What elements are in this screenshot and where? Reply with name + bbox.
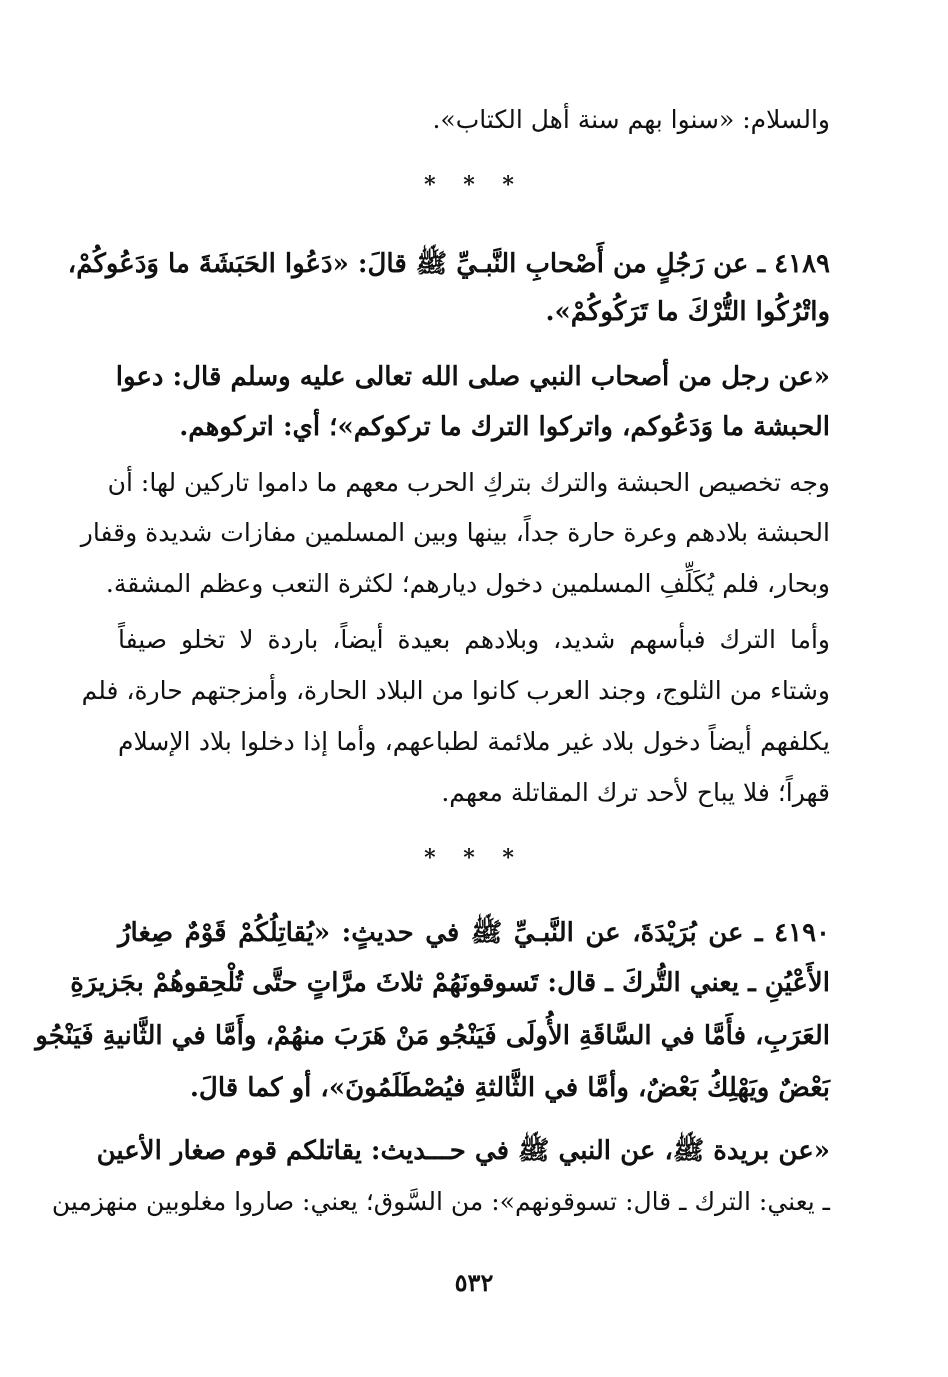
hadith-line: ٤١٩٠ ـ عن بُرَيْدَةَ، عن النَّبـيِّ ﷺ في حديثٍ: «يُقاتِلُكُمْ قَوْمٌ صِغارُ	[118, 918, 830, 948]
commentary-line: قهراً؛ فلا يباح لأحد ترك المقاتلة معهم.	[441, 778, 830, 807]
section-separator: * * *	[424, 172, 524, 198]
commentary-line: يكلفهم أيضاً دخول بلاد غير ملائمة لطباعهم، وأما إذا دخلوا بلاد الإسلام	[118, 727, 830, 756]
commentary-line: وبحار، فلم يُكَلِّفِ المسلمين دخول ديارهم؛ لكثرة التعب وعظم المشقة.	[105, 569, 830, 598]
commentary-line: «عن بريدة ﷺ، عن النبي ﷺ في حـــديث: يقاتلكم قوم صغار الأعين	[96, 1136, 830, 1166]
hadith-line: بَعْضٌ ويَهْلِكُ بَعْضٌ، وأمَّا في الثَّالثةِ فيُصْطَلَمُونَ»، أو كما قالَ.	[189, 1073, 830, 1103]
hadith-line: الأَعْيُنِ ـ يعني التُّركَ ـ قال: تَسوقونَهُمْ ثلاثَ مرَّاتٍ حتَّى تُلْحِقوهُمْ بجَزيرَةِ	[70, 968, 830, 998]
commentary-bold-part: الحبشة ما وَدَعُوكم، واتركوا الترك ما تركوكم»؛ أي: اتركوهم.	[179, 412, 830, 442]
commentary-line: وشتاء من الثلوج، وجند العرب كانوا من البلاد الحارة، وأمزجتهم حارة، فلم	[81, 676, 830, 705]
commentary-line: ـ يعني: الترك ـ قال: تسوقونهم»: من السَّوق؛ يعني: صاروا مغلوبين منهزمين	[51, 1187, 830, 1216]
commentary-line	[118, 407, 830, 447]
text-line: والسلام: «سنوا بهم سنة أهل الكتاب».	[432, 105, 830, 134]
section-separator: * * *	[424, 845, 524, 871]
commentary-line: وأما الترك فبأسهم شديد، وبلادهم بعيدة أيضاً، باردة لا تخلو صيفاً	[118, 625, 830, 654]
page-number: ٥٣٢	[454, 1268, 494, 1297]
hadith-line: واتْرُكُوا التُّرْكَ ما تَرَكُوكُمْ».	[545, 297, 830, 327]
commentary-line: الحبشة بلادهم وعرة حارة جداً، بينها وبين المسلمين مفازات شديدة وقفار	[80, 518, 830, 547]
commentary-line: وجه تخصيص الحبشة والترك بتركِ الحرب معهم ما داموا تاركين لها: أن	[107, 468, 830, 497]
hadith-line: العَرَبِ، فأَمَّا في السَّاقَةِ الأُولَى فَيَنْجُو مَنْ هَرَبَ منهُمْ، وأَمَّا في الثَّانيةِ فَيَنْجُو	[35, 1021, 830, 1051]
hadith-line: ٤١٨٩ ـ عن رَجُلٍ من أَصْحابِ النَّبـيِّ ﷺ قالَ: «دَعُوا الحَبَشَةَ ما وَدَعُوكُمْ،	[67, 249, 830, 279]
commentary-line: «عن رجل من أصحاب النبي صلى الله تعالى عليه وسلم قال: دعوا	[115, 362, 830, 392]
